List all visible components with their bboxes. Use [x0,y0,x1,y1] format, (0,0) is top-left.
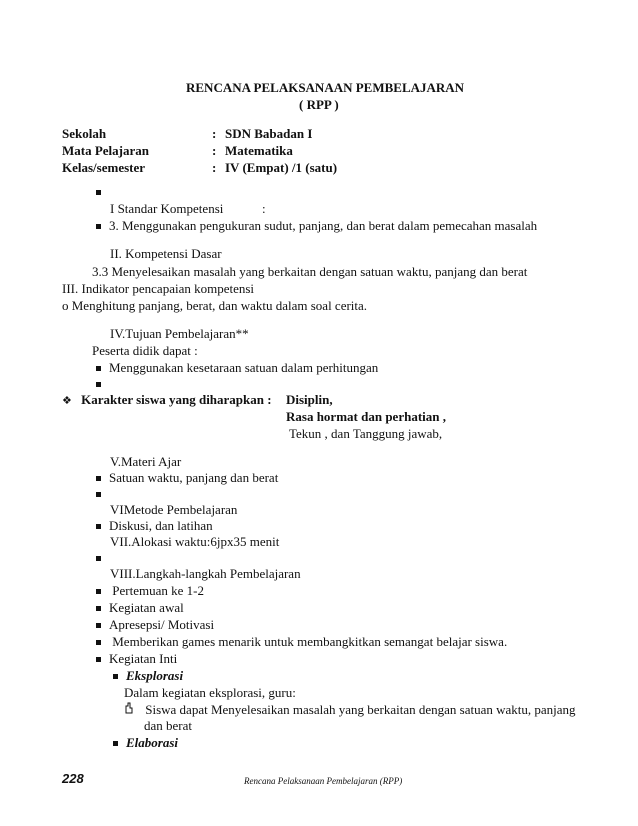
metode-item: Diskusi, dan latihan [109,518,213,533]
doc-title: RENCANA PELAKSANAAN PEMBELAJARAN [186,80,465,95]
identity-sep: : [212,143,217,158]
tujuan-intro: Peserta didik dapat : [92,343,198,358]
eksplorasi-item [124,702,576,718]
eksplorasi-item-text-1: Siswa dapat Menyelesaikan masalah yang berkaitan dengan satuan waktu, panjang [145,702,576,717]
karakter-row [62,392,272,409]
list-item [96,600,184,616]
identity-label-school: Sekolah [62,126,107,141]
section-heading-sk: I Standar Kompetensi [110,201,224,216]
bullet-square [96,550,109,566]
materi-item: Satuan waktu, panjang dan berat [109,470,279,485]
kd-item: 3.3 Menyelesaikan masalah yang berkaitan dengan satuan waktu, panjang dan berat [92,264,528,279]
list-item [113,735,178,751]
identity-value-subject: Matematika [225,143,293,158]
identity-sep: : [212,126,217,141]
list-item [96,360,378,376]
games-item: Memberikan games menarik untuk membangkitkan semangat belajar siswa. [109,634,508,649]
section-heading-kd: II. Kompetensi Dasar [110,246,222,261]
list-item [96,470,278,486]
karakter-label: Karakter siswa yang diharapkan : [81,392,272,407]
bullet-square [96,376,109,392]
karakter-line3: Tekun , dan Tanggung jawab, [289,426,443,441]
eksplorasi-heading: Eksplorasi [126,668,184,683]
sk-item: 3. Menggunakan pengukuran sudut, panjang, dan berat dalam pemecahan masalah [109,218,538,233]
doc-subtitle: ( RPP ) [299,97,339,112]
identity-value-school: SDN Babadan I [225,126,313,141]
eksplorasi-intro: Dalam kegiatan eksplorasi, guru: [124,685,296,700]
pointer-bullet-icon [124,702,136,718]
bullet-square [96,184,109,200]
kegiatan-inti-item: Kegiatan Inti [109,651,178,666]
karakter-line1: Disiplin, [286,392,333,407]
circle-bullet: o [62,298,69,313]
list-item [96,583,204,599]
section-heading-langkah: VIII.Langkah-langkah Pembelajaran [110,566,301,581]
list-item [96,518,213,534]
page-number: 228 [62,771,84,786]
diamond-bullet-icon: ❖ [62,394,72,407]
list-item [96,617,214,633]
list-item [96,651,177,667]
identity-label-class: Kelas/semester [62,160,146,175]
eksplorasi-item-text-2: dan berat [144,718,193,733]
section-heading-metode: VIMetode Pembelajaran [110,502,238,517]
pertemuan-item: Pertemuan ke 1-2 [109,583,204,598]
section-heading-tujuan: IV.Tujuan Pembelajaran** [110,326,249,341]
kegiatan-awal-item: Kegiatan awal [109,600,184,615]
identity-sep: : [212,160,217,175]
section-colon: : [262,201,266,216]
apersepsi-item: Apresepsi/ Motivasi [109,617,215,632]
identity-label-subject: Mata Pelajaran [62,143,150,158]
elaborasi-heading: Elaborasi [126,735,179,750]
list-item [113,668,183,684]
karakter-line2: Rasa hormat dan perhatian , [286,409,446,424]
list-item [96,634,507,650]
list-item [62,298,367,314]
section-heading-materi: V.Materi Ajar [110,454,182,469]
section-heading-indikator: III. Indikator pencapaian kompetensi [62,281,255,296]
list-item [96,218,537,234]
footer-text: Rencana Pelaksanaan Pembelajaran (RPP) [244,776,403,786]
indikator-item: Menghitung panjang, berat, dan waktu dalam soal cerita. [71,298,368,313]
tujuan-item: Menggunakan kesetaraan satuan dalam perhitungan [109,360,379,375]
section-heading-alokasi: VII.Alokasi waktu:6jpx35 menit [110,534,280,549]
identity-value-class: IV (Empat) /1 (satu) [225,160,338,175]
bullet-square [96,486,109,502]
